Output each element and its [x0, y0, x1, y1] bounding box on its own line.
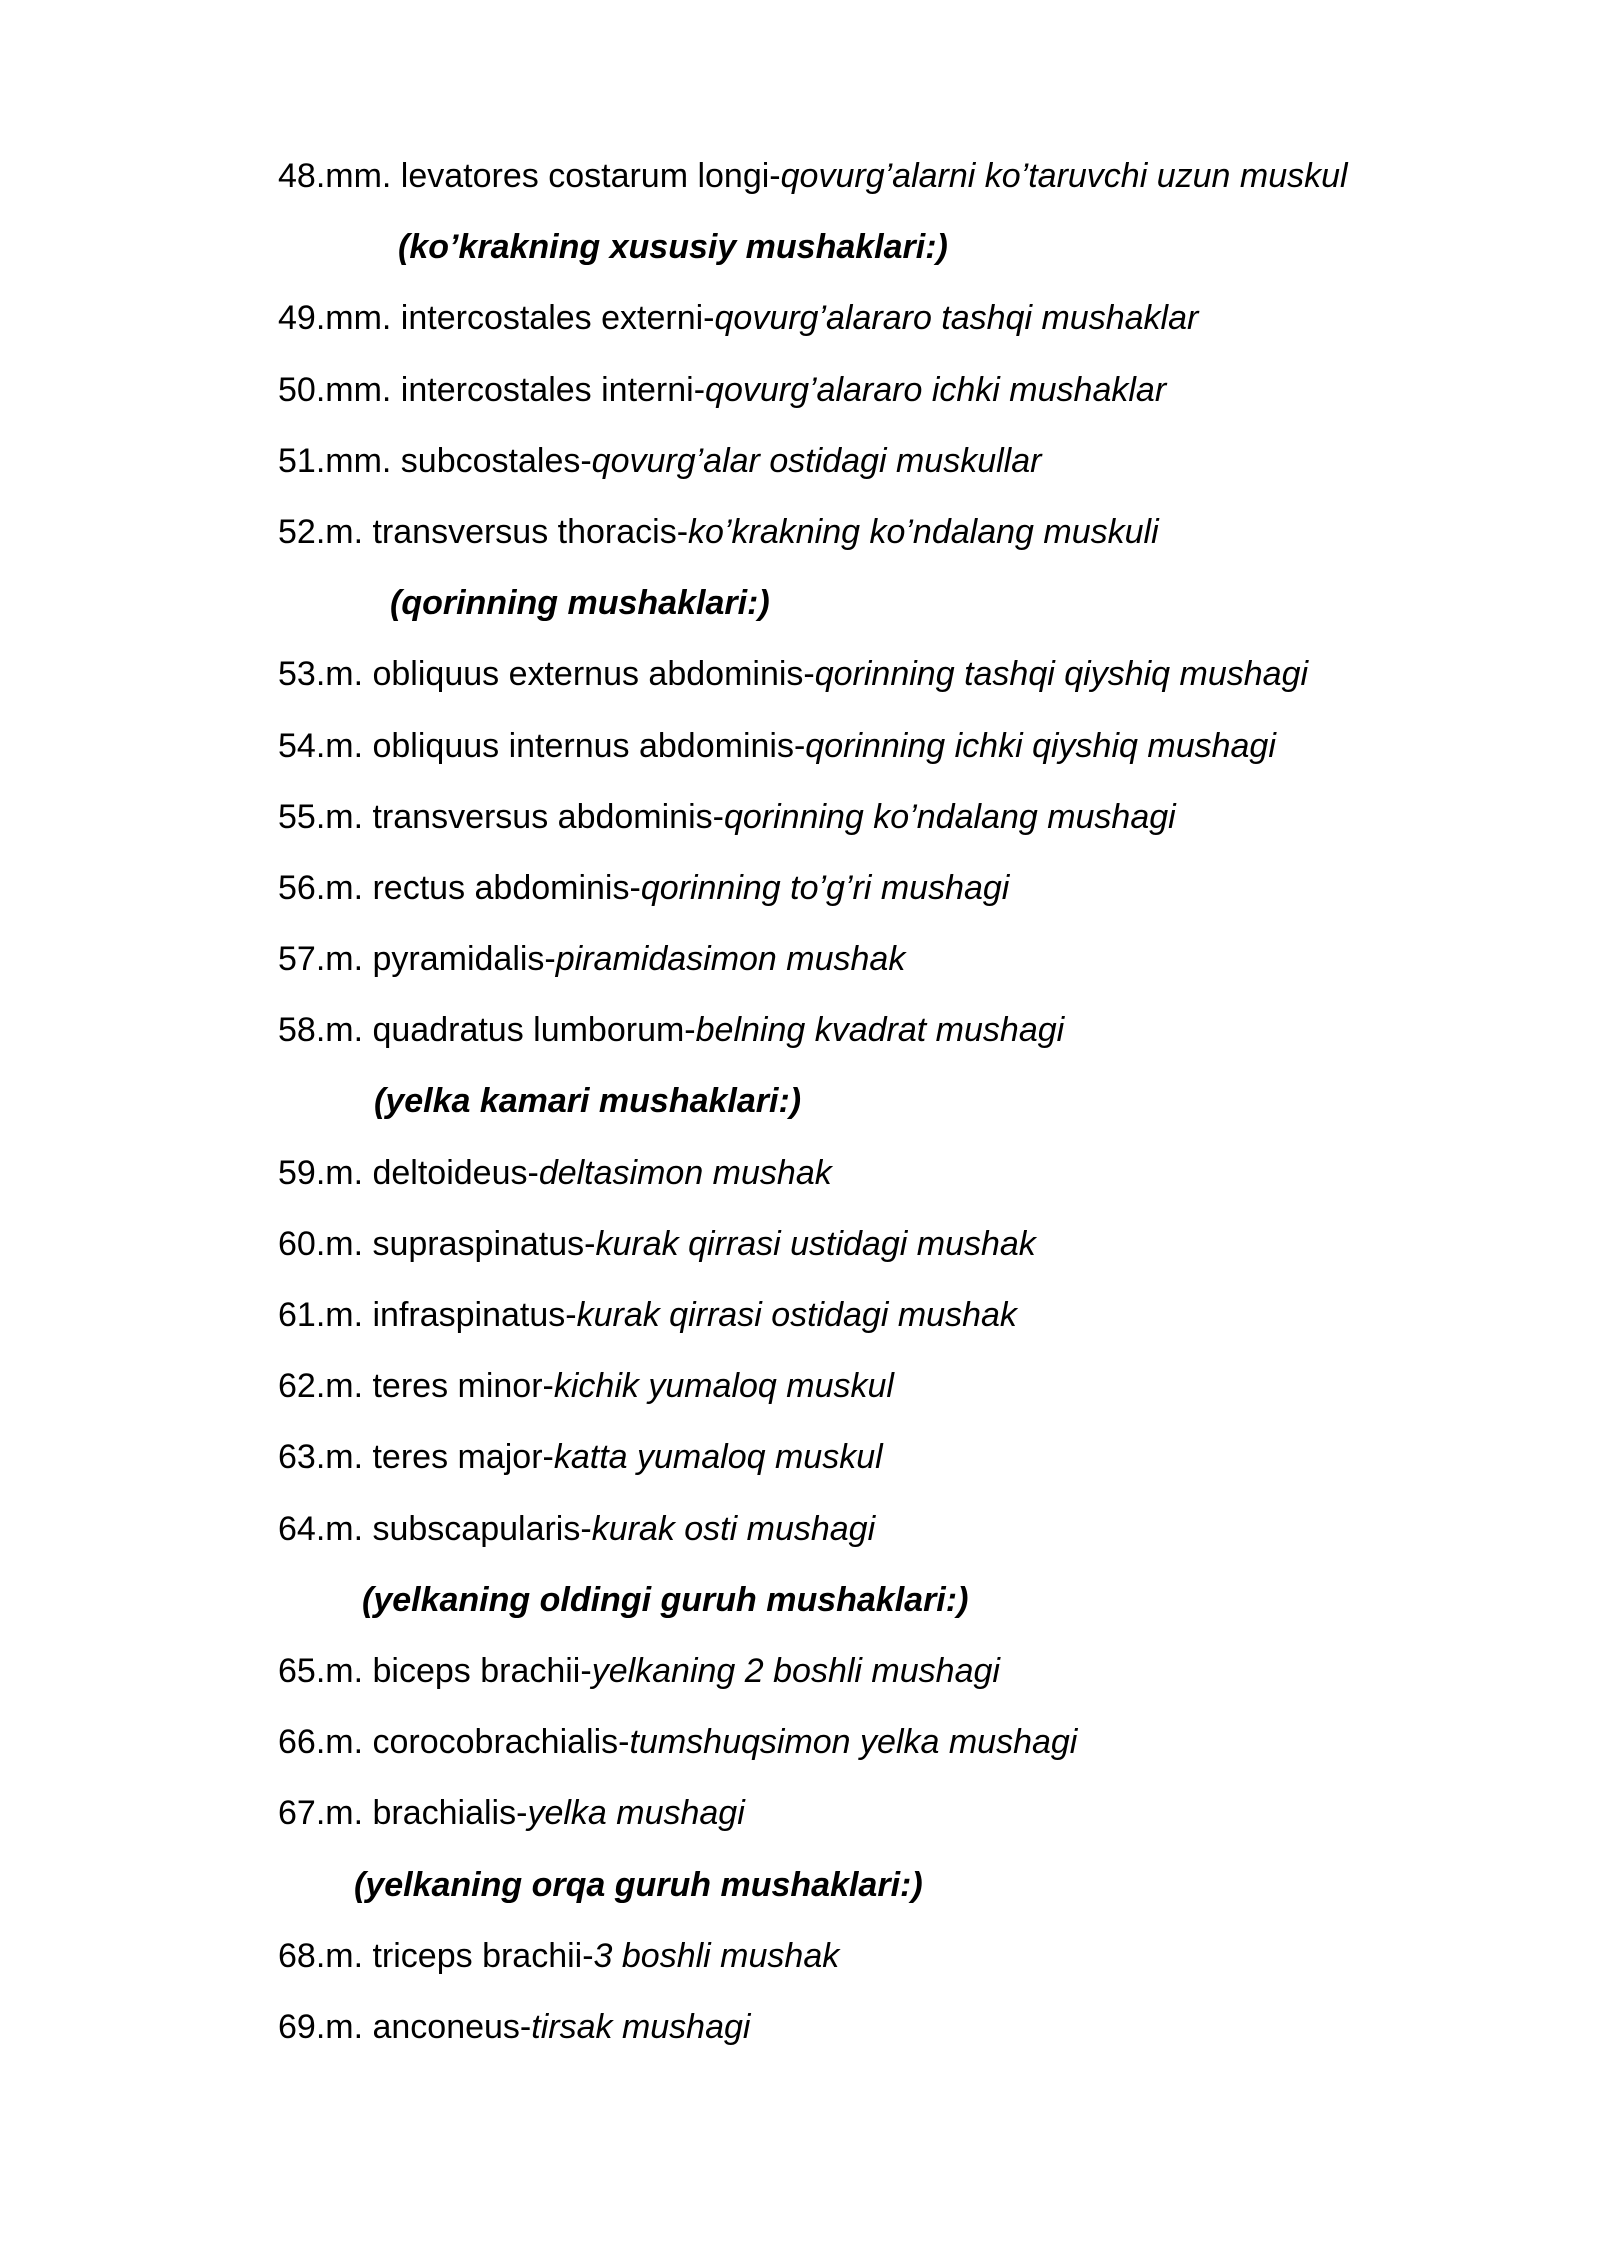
list-item — [278, 1645, 1418, 1716]
uzbek-translation: tirsak mushagi — [531, 2007, 751, 2046]
item-number: 54. — [278, 726, 326, 765]
list-item — [278, 1503, 1418, 1574]
item-number: 53. — [278, 655, 326, 694]
list-item — [278, 1218, 1418, 1289]
item-number: 64. — [278, 1509, 326, 1548]
uzbek-translation: qorinning tashqi qiyshiq mushagi — [814, 655, 1309, 694]
uzbek-translation: yelkaning 2 boshli mushagi — [591, 1651, 1000, 1690]
latin-term: m. quadratus lumborum- — [325, 1011, 696, 1050]
list-item — [278, 1930, 1418, 2001]
item-number: 65. — [278, 1651, 326, 1690]
muscle-list — [278, 150, 1418, 2072]
list-item — [278, 1716, 1418, 1787]
latin-term: m. deltoideus- — [325, 1153, 539, 1192]
uzbek-translation: qovurg’alar ostidagi muskullar — [591, 441, 1042, 480]
latin-term: m. subscapularis- — [325, 1509, 592, 1548]
uzbek-translation: kurak qirrasi ustidagi mushak — [595, 1224, 1036, 1263]
uzbek-translation: yelka mushagi — [527, 1794, 745, 1833]
latin-term: m. teres major- — [325, 1438, 554, 1477]
item-number: 49. — [278, 299, 326, 338]
section-heading — [278, 221, 1418, 292]
uzbek-translation: belning kvadrat mushagi — [695, 1011, 1065, 1050]
latin-term: m. triceps brachii- — [325, 1936, 594, 1975]
list-item — [278, 862, 1418, 933]
latin-term: m. obliquus internus abdominis- — [325, 726, 806, 765]
latin-term: mm. levatores costarum longi- — [325, 157, 781, 195]
latin-term: mm. intercostales externi- — [325, 299, 715, 338]
list-item — [278, 933, 1418, 1004]
list-item — [278, 1004, 1418, 1075]
latin-term: m. brachialis- — [325, 1794, 528, 1833]
list-item — [278, 435, 1418, 506]
section-heading-text: (yelkaning oldingi guruh mushaklari:) — [362, 1580, 969, 1619]
list-item — [278, 1431, 1418, 1502]
uzbek-translation: kurak osti mushagi — [591, 1509, 876, 1548]
list-item — [278, 791, 1418, 862]
list-item — [278, 292, 1418, 363]
uzbek-translation: ko’krakning ko’ndalang muskuli — [688, 512, 1159, 551]
list-item — [278, 1360, 1418, 1431]
latin-term: m. infraspinatus- — [325, 1296, 577, 1334]
item-number: 62. — [278, 1367, 326, 1406]
item-number: 60. — [278, 1224, 326, 1263]
uzbek-translation: katta yumaloq muskul — [553, 1438, 883, 1477]
latin-term: m. anconeus- — [325, 2007, 532, 2046]
uzbek-translation: qorinning to’g’ri mushagi — [640, 868, 1010, 907]
uzbek-translation: qorinning ichki qiyshiq mushagi — [805, 726, 1276, 765]
item-number: 48. — [278, 157, 326, 195]
item-number: 58. — [278, 1011, 326, 1050]
item-number: 59. — [278, 1153, 326, 1192]
section-heading-text: (yelka kamari mushaklari:) — [374, 1082, 802, 1121]
section-heading — [278, 1574, 1418, 1645]
uzbek-translation: 3 boshli mushak — [593, 1936, 840, 1975]
list-item — [278, 506, 1418, 577]
uzbek-translation: kurak qirrasi ostidagi mushak — [576, 1296, 1017, 1334]
list-item — [278, 364, 1418, 435]
uzbek-translation: tumshuqsimon yelka mushagi — [629, 1723, 1078, 1762]
section-heading — [278, 1075, 1418, 1146]
item-number: 69. — [278, 2007, 326, 2046]
section-heading — [278, 577, 1418, 648]
item-number: 57. — [278, 940, 326, 979]
section-heading-text: (ko’krakning xususiy mushaklari:) — [398, 228, 948, 267]
uzbek-translation: piramidasimon mushak — [555, 940, 906, 979]
item-number: 66. — [278, 1723, 326, 1762]
latin-term: m. corocobrachialis- — [325, 1723, 630, 1762]
uzbek-translation: kichik yumaloq muskul — [553, 1367, 894, 1406]
latin-term: m. pyramidalis- — [325, 940, 556, 979]
list-item — [278, 150, 1418, 221]
list-item — [278, 1289, 1418, 1360]
section-heading-text: (yelkaning orqa guruh mushaklari:) — [354, 1865, 923, 1904]
item-number: 61. — [278, 1296, 326, 1334]
latin-term: mm. subcostales- — [325, 441, 592, 480]
latin-term: m. transversus abdominis- — [325, 797, 724, 836]
item-number: 51. — [278, 441, 326, 480]
item-number: 63. — [278, 1438, 326, 1477]
latin-term: m. biceps brachii- — [325, 1651, 592, 1690]
item-number: 52. — [278, 512, 326, 551]
latin-term: mm. intercostales interni- — [325, 370, 706, 409]
uzbek-translation: qovurg’alararo ichki mushaklar — [705, 370, 1167, 409]
item-number: 56. — [278, 868, 326, 907]
uzbek-translation: qovurg’alararo tashqi mushaklar — [714, 299, 1199, 338]
list-item — [278, 2001, 1418, 2072]
item-number: 50. — [278, 370, 326, 409]
section-heading — [278, 1859, 1418, 1930]
uzbek-translation: qovurg’alarni ko’taruvchi uzun muskul — [780, 157, 1348, 195]
uzbek-translation: qorinning ko’ndalang mushagi — [723, 797, 1176, 836]
list-item — [278, 1787, 1418, 1858]
item-number: 67. — [278, 1794, 326, 1833]
list-item — [278, 720, 1418, 791]
latin-term: m. transversus thoracis- — [325, 512, 689, 551]
section-heading-text: (qorinning mushaklari:) — [390, 584, 770, 623]
latin-term: m. supraspinatus- — [325, 1224, 596, 1263]
uzbek-translation: deltasimon mushak — [538, 1153, 832, 1192]
latin-term: m. obliquus externus abdominis- — [325, 655, 815, 694]
list-item — [278, 648, 1418, 719]
latin-term: m. rectus abdominis- — [325, 868, 641, 907]
list-item — [278, 1147, 1418, 1218]
item-number: 55. — [278, 797, 326, 836]
latin-term: m. teres minor- — [325, 1367, 554, 1406]
item-number: 68. — [278, 1936, 326, 1975]
